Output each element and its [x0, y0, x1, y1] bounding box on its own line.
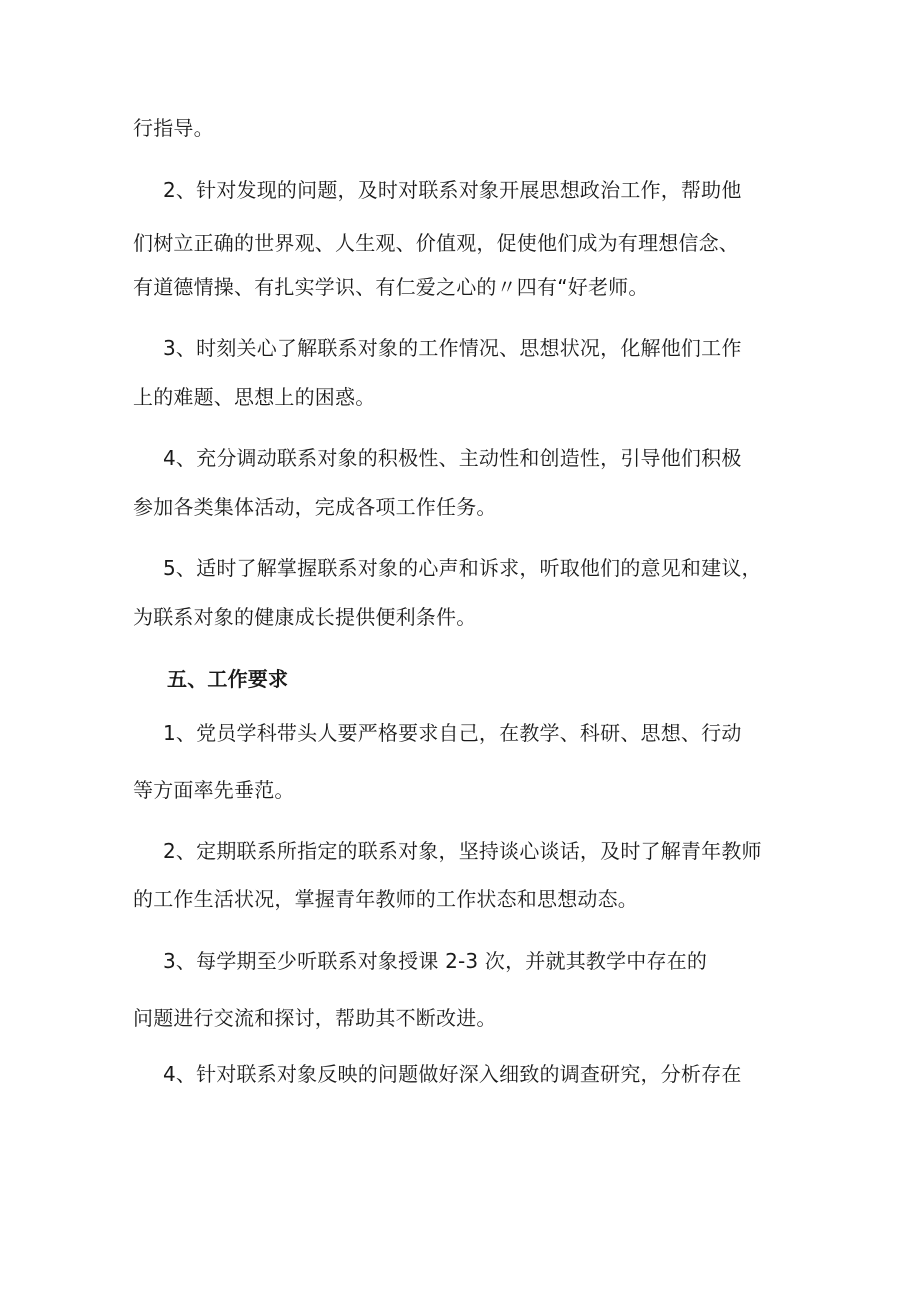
paragraph-line: 上的难题、思想上的困惑。	[133, 385, 376, 409]
paragraph-line: 3、每学期至少听联系对象授课 2-3 次，并就其教学中存在的	[163, 949, 708, 973]
paragraph-line: 4、充分调动联系对象的积极性、主动性和创造性，引导他们积极	[163, 446, 742, 470]
paragraph-line: 1、党员学科带头人要严格要求自己，在教学、科研、思想、行动	[163, 721, 742, 745]
paragraph-line: 2、针对发现的问题，及时对联系对象开展思想政治工作，帮助他	[163, 178, 742, 202]
paragraph-line: 4、针对联系对象反映的问题做好深入细致的调查研究，分析存在	[163, 1062, 742, 1086]
paragraph-line: 的工作生活状况，掌握青年教师的工作状态和思想动态。	[133, 887, 638, 911]
paragraph-line: 有道德情操、有扎实学识、有仁爱之心的〃四有“好老师。	[133, 275, 649, 299]
paragraph-line: 问题进行交流和探讨，帮助其不断改进。	[133, 1006, 497, 1030]
paragraph-line: 行指导。	[133, 116, 214, 140]
paragraph-line: 参加各类集体活动，完成各项工作任务。	[133, 495, 497, 519]
paragraph-line: 5、适时了解掌握联系对象的心声和诉求，听取他们的意见和建议，	[163, 556, 762, 580]
paragraph-line: 等方面率先垂范。	[133, 778, 295, 802]
paragraph-line: 3、时刻关心了解联系对象的工作情况、思想状况，化解他们工作	[163, 336, 742, 360]
paragraph-line: 为联系对象的健康成长提供便利条件。	[133, 605, 477, 629]
section-heading: 五、工作要求	[167, 667, 289, 691]
paragraph-line: 们树立正确的世界观、人生观、价值观，促使他们成为有理想信念、	[133, 231, 739, 255]
paragraph-line: 2、定期联系所指定的联系对象，坚持谈心谈话，及时了解青年教师	[163, 839, 762, 863]
